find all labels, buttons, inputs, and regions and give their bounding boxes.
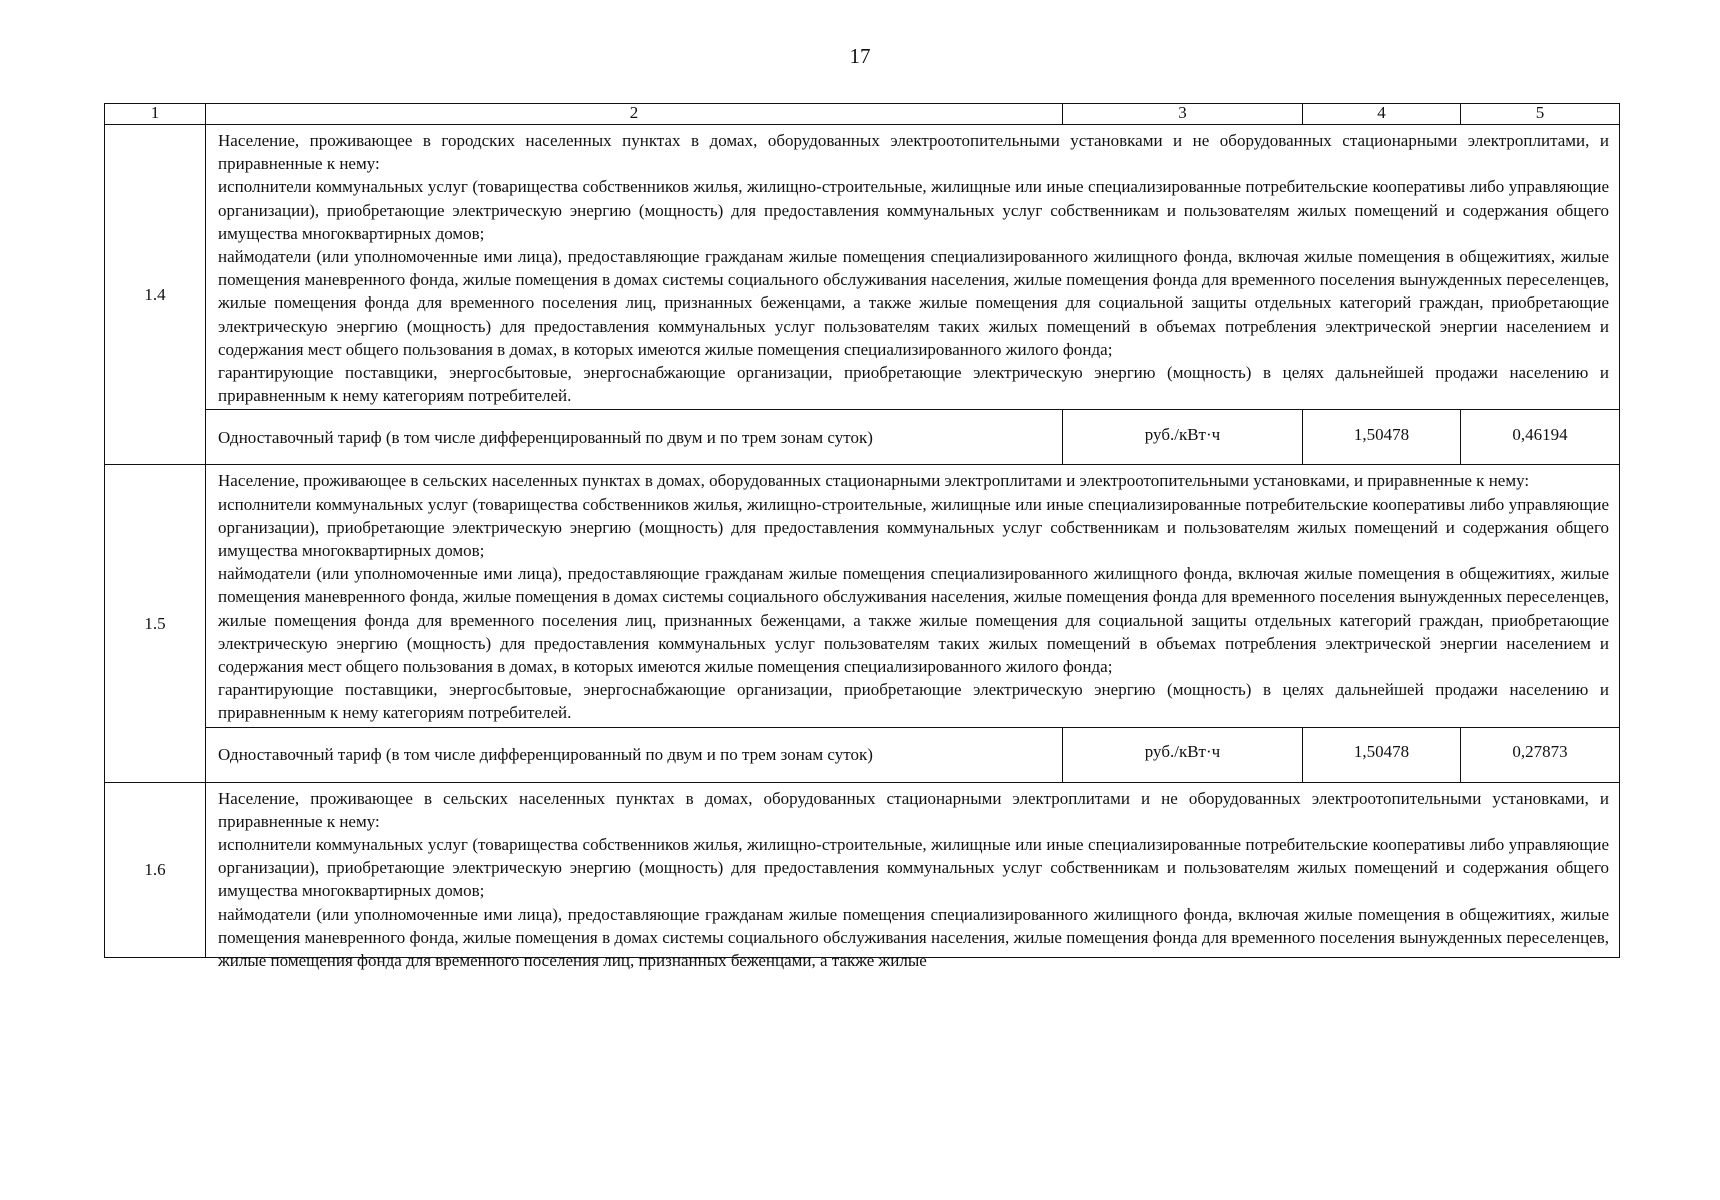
category-paragraph: исполнители коммунальных услуг (товарищества собственников жилья, жилищно-строительные, жилищные или иные специализированные потребительские кооперативы либо управляющие организации), приобретающие электрическую энергию (мощность) для предоставления коммунальных услуг собственникам и пользователям жилых помещений и содержания общего имущества многоквартирных домов;: [218, 177, 1609, 243]
category-paragraph: Население, проживающее в городских населенных пунктах в домах, оборудованных электроотопительными установками и не оборудованных стационарными электроплитами, и приравненные к нему:: [218, 131, 1609, 174]
tariff-value-col4-text: 1,50478: [1353, 424, 1410, 444]
consumer-category-description: [206, 465, 1620, 727]
category-paragraph: наймодатели (или уполномоченные ими лица), предоставляющие гражданам жилые помещения специализированного жилищного фонда, включая жилые помещения в общежитиях, жилые помещения маневренного фонда, жилые помещения в домах системы социального обслуживания населения, жилые помещения фонда для временного поселения вынужденных переселенцев, жилые помещения фонда для временного поселения лиц, признанных беженцами, а также жилые: [218, 904, 1609, 971]
tariff-row: [105, 410, 1620, 465]
category-paragraph: Население, проживающее в сельских населенных пунктах в домах, оборудованных стационарными электроплитами и электроотопительными установками, и приравненные к нему:: [218, 471, 1530, 491]
column-number-4: 4: [1303, 104, 1461, 125]
tariff-value-col4-text: 1,50478: [1353, 742, 1410, 762]
column-number-header: [105, 104, 1620, 125]
page-number: 17: [849, 44, 871, 68]
tariff-value-col5: [1461, 727, 1620, 782]
tariff-value-col4: [1303, 410, 1461, 465]
category-paragraph: Население, проживающее в сельских населенных пунктах в домах, оборудованных стационарными электроплитами и не оборудованных электроотопительными установками, и приравненные к нему:: [218, 788, 1609, 831]
category-paragraph: гарантирующие поставщики, энергосбытовые, энергоснабжающие организации, приобретающие электрическую энергию (мощность) в целях дальнейшей продажи населению и приравненным к нему категориям потребителей.: [218, 680, 1609, 723]
tariff-unit: [1063, 410, 1303, 465]
table-row: [105, 782, 1620, 957]
row-number: 1.5: [105, 465, 206, 782]
tariff-unit-text: руб./кВт·ч: [1144, 742, 1221, 762]
tariff-table: [104, 103, 1620, 971]
category-paragraph: исполнители коммунальных услуг (товарищества собственников жилья, жилищно-строительные, жилищные или иные специализированные потребительские кооперативы либо управляющие организации), приобретающие электрическую энергию (мощность) для предоставления коммунальных услуг собственникам и пользователям жилых помещений и содержания общего имущества многоквартирных домов;: [218, 494, 1609, 561]
table-row: [105, 125, 1620, 410]
category-paragraph: гарантирующие поставщики, энергосбытовые, энергоснабжающие организации, приобретающие электрическую энергию (мощность) в целях дальнейшей продажи населению и приравненным к нему категориям потребителей.: [218, 363, 1609, 406]
tariff-value-col4: [1303, 727, 1461, 782]
tariff-value-col5-text: 0,27873: [1512, 742, 1568, 762]
tariff-unit-text: руб./кВт·ч: [1144, 424, 1221, 444]
row-number: 1.4: [105, 125, 206, 465]
column-number-5: 5: [1461, 104, 1620, 125]
category-paragraph: исполнители коммунальных услуг (товарищества собственников жилья, жилищно-строительные, жилищные или иные специализированные потребительские кооперативы либо управляющие организации), приобретающие электрическую энергию (мощность) для предоставления коммунальных услуг собственникам и пользователям жилых помещений и содержания общего имущества многоквартирных домов;: [218, 835, 1609, 901]
tariff-unit: [1063, 727, 1303, 782]
tariff-label: Одноставочный тариф (в том числе дифференцированный по двум и по трем зонам суток): [206, 410, 1063, 465]
tariff-label: Одноставочный тариф (в том числе дифференцированный по двум и по трем зонам суток): [206, 727, 1063, 782]
row-number: 1.6: [105, 782, 206, 957]
truncated-description: [218, 787, 1609, 971]
column-number-2: 2: [206, 104, 1063, 125]
category-paragraph: наймодатели (или уполномоченные ими лица), предоставляющие гражданам жилые помещения специализированного жилищного фонда, включая жилые помещения в общежитиях, жилые помещения маневренного фонда, жилые помещения в домах системы социального обслуживания населения, жилые помещения фонда для временного поселения вынужденных переселенцев, жилые помещения фонда для временного поселения лиц, признанных беженцами, а также жилые помещения для социальной защиты отдельных категорий граждан, приобретающие электрическую энергию (мощность) для предоставления коммунальных услуг пользователям таких жилых помещений в объемах потребления электрической энергии населением и содержания мест общего пользования в домах, в которых имеются жилые помещения специализированного жилого фонда;: [218, 247, 1609, 359]
column-number-1: 1: [105, 104, 206, 125]
consumer-category-description: [206, 125, 1620, 410]
tariff-value-col5: [1461, 410, 1620, 465]
table-row: [105, 465, 1620, 727]
column-number-3: 3: [1063, 104, 1303, 125]
category-paragraph: наймодатели (или уполномоченные ими лица), предоставляющие гражданам жилые помещения специализированного жилищного фонда, включая жилые помещения в общежитиях, жилые помещения маневренного фонда, жилые помещения в домах системы социального обслуживания населения, жилые помещения фонда для временного поселения вынужденных переселенцев, жилые помещения фонда для временного поселения лиц, признанных беженцами, а также жилые помещения для социальной защиты отдельных категорий граждан, приобретающие электрическую энергию (мощность) для предоставления коммунальных услуг пользователям таких жилых помещений в объемах потребления электрической энергии населением и содержания мест общего пользования в домах, в которых имеются жилые помещения специализированного жилого фонда;: [218, 564, 1609, 677]
consumer-category-description: [206, 782, 1620, 971]
tariff-row: [105, 727, 1620, 782]
tariff-value-col5-text: 0,46194: [1512, 424, 1568, 444]
